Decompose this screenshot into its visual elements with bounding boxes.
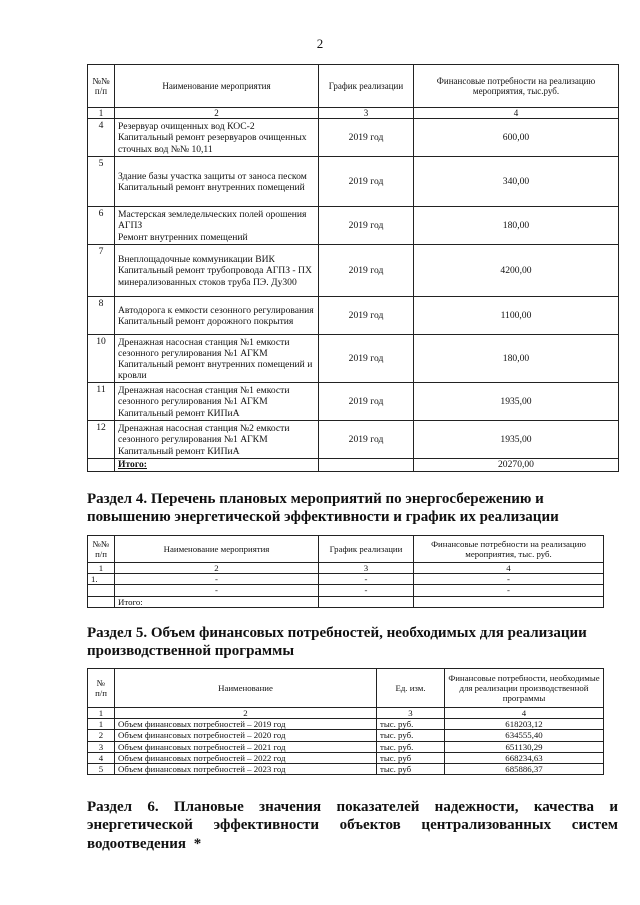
row-name: Объем финансовых потребностей – 2021 год [115, 741, 377, 752]
row-amount: 340,00 [414, 157, 619, 207]
index-cell: 1 [88, 708, 115, 719]
index-cell: 3 [377, 708, 445, 719]
table-row [88, 335, 619, 383]
row-number [88, 585, 115, 596]
section4-title: Раздел 4. Перечень плановых мероприятий по энергосбережению и повышению энергетической эффективности и график их реализации [87, 491, 559, 526]
header-number: №№ п/п [88, 65, 115, 108]
row-name: Дренажная насосная станция №2 емкости сезонного регулирования №1 АГКМ Капитальный ремонт КИПиА [115, 421, 319, 459]
row-number: 3 [88, 741, 115, 752]
table-row [88, 764, 604, 775]
table-row [88, 752, 604, 763]
row-amount: 1935,00 [414, 383, 619, 421]
row-schedule: 2019 год [319, 383, 414, 421]
row-unit: тыс. руб. [377, 719, 445, 730]
header-amount: Финансовые потребности на реализацию мероприятия, тыс.руб. [414, 65, 619, 108]
row-name: - [115, 585, 319, 596]
header-name: Наименование мероприятия [115, 65, 319, 108]
row-unit: тыс. руб [377, 764, 445, 775]
index-cell: 1 [88, 563, 115, 574]
row-amount: 4200,00 [414, 245, 619, 297]
total-empty-cell [319, 459, 414, 471]
row-number: 12 [88, 421, 115, 459]
total-label: Итого: [115, 459, 319, 471]
total-empty-cell [88, 459, 115, 471]
table-index-row [88, 108, 619, 119]
index-cell: 4 [414, 563, 604, 574]
row-number: 4 [88, 119, 115, 157]
table-row [88, 383, 619, 421]
header-amount: Финансовые потребности, необходимые для реализации производственной программы [445, 669, 604, 708]
row-schedule: 2019 год [319, 245, 414, 297]
energy-measures-table [87, 535, 604, 608]
index-cell: 1 [88, 108, 115, 119]
table-row [88, 741, 604, 752]
total-row [88, 459, 619, 471]
total-empty-cell [88, 596, 115, 607]
index-cell: 4 [414, 108, 619, 119]
total-label: Итого: [115, 596, 319, 607]
page-number: 2 [316, 36, 324, 51]
row-unit: тыс. руб [377, 752, 445, 763]
section6-title: Раздел 6. Плановые значения показателей надежности, качества и энергетической эффективности объектов централизованных систем водоотведения * [87, 799, 618, 852]
table-row [88, 730, 604, 741]
row-number: 11 [88, 383, 115, 421]
row-name: - [115, 574, 319, 585]
row-name: Дренажная насосная станция №1 емкости сезонного регулирования №1 АГКМ Капитальный ремонт внутренних помещений и кровли [115, 335, 319, 383]
row-amount: - [414, 574, 604, 585]
row-schedule: 2019 год [319, 421, 414, 459]
row-number: 7 [88, 245, 115, 297]
row-amount: 634555,40 [445, 730, 604, 741]
total-empty-cell [319, 596, 414, 607]
row-name: Объем финансовых потребностей – 2020 год [115, 730, 377, 741]
row-amount: 685886,37 [445, 764, 604, 775]
row-amount: 1935,00 [414, 421, 619, 459]
measures-table [87, 64, 619, 472]
table-row [88, 207, 619, 245]
row-amount: 180,00 [414, 207, 619, 245]
row-name: Здание базы участка защиты от заноса песком Капитальный ремонт внутренних помещений [115, 157, 319, 207]
row-name: Мастерская земледельческих полей орошения АГПЗ Ремонт внутренних помещений [115, 207, 319, 245]
header-schedule: График реализации [319, 65, 414, 108]
row-name: Объем финансовых потребностей – 2022 год [115, 752, 377, 763]
row-name: Резервуар очищенных вод КОС-2 Капитальный ремонт резервуаров очищенных сточных вод №№ 10,11 [115, 119, 319, 157]
table-row [88, 574, 604, 585]
row-schedule: 2019 год [319, 119, 414, 157]
row-name: Объем финансовых потребностей – 2023 год [115, 764, 377, 775]
row-schedule: 2019 год [319, 297, 414, 335]
row-name: Внеплощадочные коммуникации ВИК Капитальный ремонт трубопровода АГПЗ - ПХ минерализованных стоков труба ПЭ. Ду300 [115, 245, 319, 297]
row-schedule: 2019 год [319, 335, 414, 383]
header-unit: Ед. изм. [377, 669, 445, 708]
index-cell: 3 [319, 563, 414, 574]
row-number: 5 [88, 764, 115, 775]
index-cell: 3 [319, 108, 414, 119]
total-amount: 20270,00 [414, 459, 619, 471]
total-row [88, 596, 604, 607]
header-amount: Финансовые потребности на реализацию мероприятия, тыс. руб. [414, 536, 604, 563]
table-header-row [88, 536, 604, 563]
table-row [88, 585, 604, 596]
table-header-row [88, 669, 604, 708]
header-schedule: График реализации [319, 536, 414, 563]
row-number: 8 [88, 297, 115, 335]
table-row [88, 157, 619, 207]
row-number: 1. [88, 574, 115, 585]
index-cell: 2 [115, 563, 319, 574]
table-header-row [88, 65, 619, 108]
header-name: Наименование мероприятия [115, 536, 319, 563]
row-name: Дренажная насосная станция №1 емкости сезонного регулирования №1 АГКМ Капитальный ремонт КИПиА [115, 383, 319, 421]
row-name: Автодорога к емкости сезонного регулирования Капитальный ремонт дорожного покрытия [115, 297, 319, 335]
table-index-row [88, 563, 604, 574]
row-number: 2 [88, 730, 115, 741]
row-amount: 668234,63 [445, 752, 604, 763]
row-number: 5 [88, 157, 115, 207]
row-unit: тыс. руб. [377, 730, 445, 741]
table-row [88, 245, 619, 297]
row-number: 6 [88, 207, 115, 245]
row-schedule: - [319, 585, 414, 596]
table-row [88, 119, 619, 157]
section5-title: Раздел 5. Объем финансовых потребностей, необходимых для реализации производственной программы [87, 625, 587, 660]
index-cell: 2 [115, 108, 319, 119]
row-schedule: - [319, 574, 414, 585]
header-name: Наименование [115, 669, 377, 708]
row-name: Объем финансовых потребностей – 2019 год [115, 719, 377, 730]
row-number: 4 [88, 752, 115, 763]
index-cell: 2 [115, 708, 377, 719]
row-amount: 600,00 [414, 119, 619, 157]
row-amount: 618203,12 [445, 719, 604, 730]
total-empty-cell [414, 596, 604, 607]
table-row [88, 421, 619, 459]
row-unit: тыс. руб. [377, 741, 445, 752]
row-amount: 651130,29 [445, 741, 604, 752]
index-cell: 4 [445, 708, 604, 719]
table-row [88, 297, 619, 335]
row-number: 10 [88, 335, 115, 383]
financial-needs-table [87, 668, 604, 775]
row-schedule: 2019 год [319, 207, 414, 245]
table-index-row [88, 708, 604, 719]
row-amount: 180,00 [414, 335, 619, 383]
row-schedule: 2019 год [319, 157, 414, 207]
header-number: №№ п/п [88, 536, 115, 563]
header-number: № п/п [88, 669, 115, 708]
row-amount: 1100,00 [414, 297, 619, 335]
row-amount: - [414, 585, 604, 596]
row-number: 1 [88, 719, 115, 730]
table-row [88, 719, 604, 730]
